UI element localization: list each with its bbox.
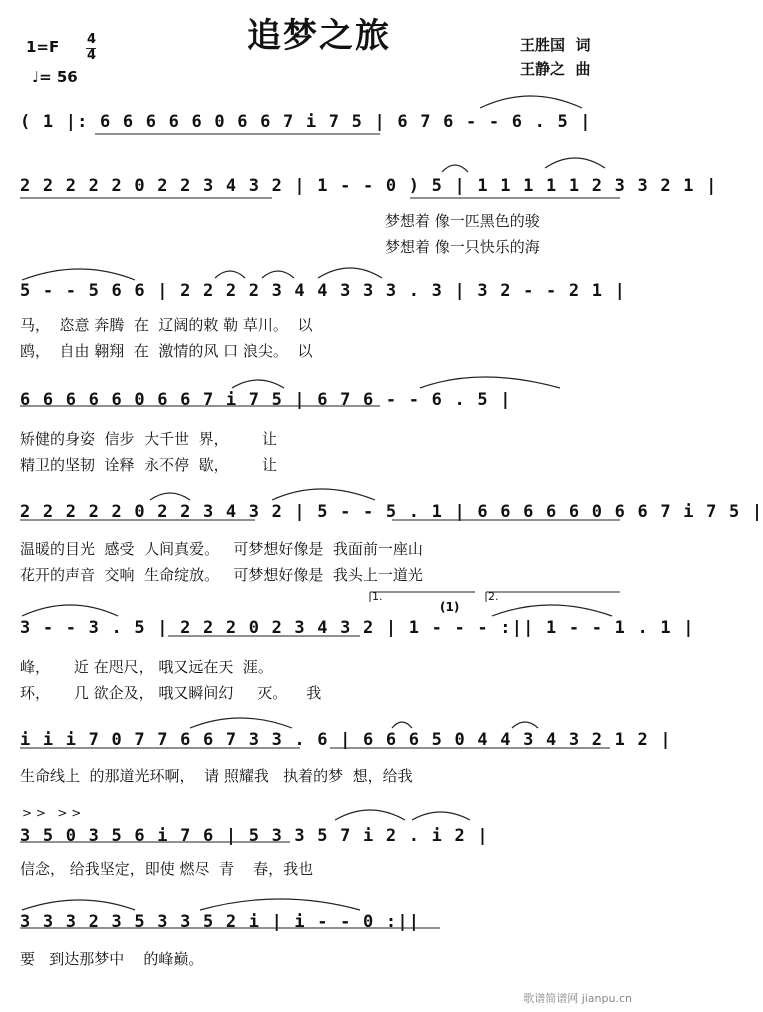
notes-system-7: i i i 7 0 7 7 6 6 7 3 3 . 6 | 6 6 6 5 0 4 4 3 4 3 2 1 2 | xyxy=(20,730,672,750)
tempo-marking: ♩= 56 xyxy=(32,68,78,86)
accent-marks: > > > > xyxy=(22,806,82,820)
composer-credit: 王静之 曲 xyxy=(520,60,591,78)
lyric-s6-v1: 峰， 近 在咫尺， 哦又远在天 涯。 xyxy=(20,658,273,676)
lyric-s9-v1: 要 到达那梦中 的峰巅。 xyxy=(20,950,204,968)
notes-system-3: 5 - - 5 6 6 | 2 2 2 2 3 4 4 3 3 3 . 3 | 3 2 - - 2 1 | xyxy=(20,281,627,301)
lyric-s5-v1: 温暖的目光 感受 人间真爱。 可梦想好像是 我面前一座山 xyxy=(20,540,423,558)
notes-system-4: 6 6 6 6 6 0 6 6 7 i 7 5 | 6 7 6 - - 6 . 5 | xyxy=(20,390,512,410)
song-title: 追梦之旅 xyxy=(247,16,391,56)
lyric-s3-v1: 马， 恣意 奔腾 在 辽阔的敕 勒 草川。 以 xyxy=(20,316,313,334)
notes-system-9: 3 3 3 2 3 5 3 3 5 2 i | i - - 0 :|| xyxy=(20,912,421,932)
lyric-s2-v1: 梦想着 像一匹黑色的骏 xyxy=(385,212,540,230)
lyric-s2-v2: 梦想着 像一只快乐的海 xyxy=(385,238,540,256)
site-watermark: 歌谱简谱网 jianpu.cn xyxy=(523,992,632,1005)
time-signature-denominator: 4 xyxy=(87,48,97,63)
notes-system-2: 2 2 2 2 2 0 2 2 3 4 3 2 | 1 - - 0 ) 5 | 1 1 1 1 1 2 3 3 2 1 | xyxy=(20,176,718,196)
parenthetical-note: (1) xyxy=(440,600,460,614)
lyric-s6-v2: 环， 几 欲企及， 哦又瞬间幻 灭。 我 xyxy=(20,684,322,702)
lyric-s4-v2: 精卫的坚韧 诠释 永不停 歇， 让 xyxy=(20,456,277,474)
volta-1-label: 1. xyxy=(372,590,383,603)
notes-system-5: 2 2 2 2 2 0 2 2 3 4 3 2 | 5 - - 5 . 1 | 6 6 6 6 6 0 6 6 7 i 7 5 | xyxy=(20,502,763,522)
time-signature-numerator: 4 xyxy=(87,32,97,47)
lyric-s7-v1: 生命线上 的那道光环啊， 请 照耀我 执着的梦 想，给我 xyxy=(20,767,413,785)
notes-system-6: 3 - - 3 . 5 | 2 2 2 0 2 3 4 3 2 | 1 - - - :|| 1 - - 1 . 1 | xyxy=(20,618,695,638)
lyric-s4-v1: 矫健的身姿 信步 大千世 界， 让 xyxy=(20,430,277,448)
notes-system-8: 3 5 0 3 5 6 i 7 6 | 5 3 3 5 7 i 2 . i 2 | xyxy=(20,826,489,846)
lyricist-credit: 王胜国 词 xyxy=(520,36,591,54)
volta-2-label: 2. xyxy=(488,590,499,603)
notes-system-1: ( 1 |: 6 6 6 6 6 0 6 6 7 i 7 5 | 6 7 6 - - 6 . 5 | xyxy=(20,112,592,132)
key-signature: 1=F xyxy=(26,38,60,56)
lyric-s5-v2: 花开的声音 交响 生命绽放。 可梦想好像是 我头上一道光 xyxy=(20,566,423,584)
lyric-s3-v2: 鸥， 自由 翱翔 在 激情的风 口 浪尖。 以 xyxy=(20,342,313,360)
lyric-s8-v1: 信念， 给我坚定，即使 燃尽 青 春，我也 xyxy=(20,860,314,878)
